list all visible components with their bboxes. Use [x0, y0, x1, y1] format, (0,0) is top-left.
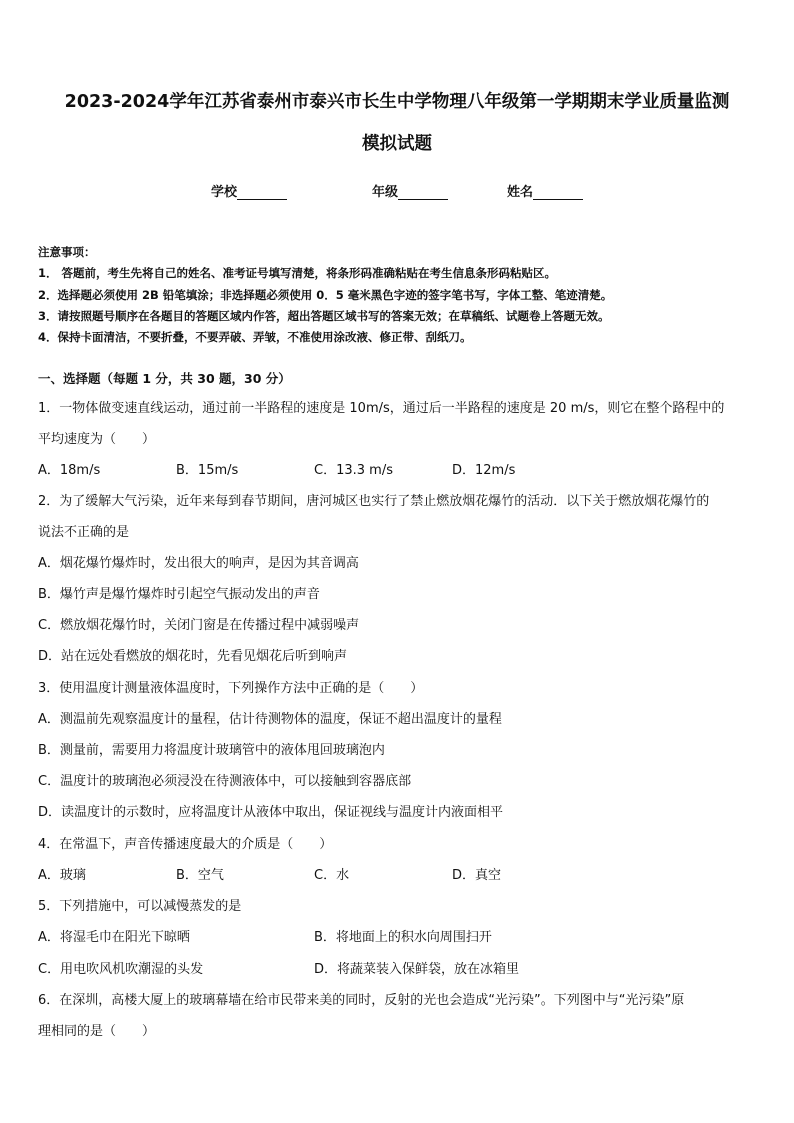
name-blank: [533, 187, 583, 200]
question-5-option-b: B．将地面上的积水向周围扫开: [314, 930, 492, 945]
note-item: 1． 答题前，考生先将自己的姓名、准考证号填写清楚，将条形码准确粘贴在考生信息条形码粘贴区。: [38, 266, 556, 280]
question-4-stem: 4．在常温下，声音传播速度最大的介质是（ ）: [38, 837, 333, 852]
question-3-option-c: C．温度计的玻璃泡必须浸没在待测液体中，可以接触到容器底部: [38, 774, 412, 789]
question-3-option-b: B．测量前，需要用力将温度计玻璃管中的液体甩回玻璃泡内: [38, 743, 385, 758]
note-item: 2．选择题必须使用 2B 铅笔填涂；非选择题必须使用 0．5 毫米黑色字迹的签字笔书写，字体工整、笔迹清楚。: [38, 288, 613, 302]
notes-heading: 注意事项：: [38, 245, 96, 259]
question-2-option-b: B．爆竹声是爆竹爆炸时引起空气振动发出的声音: [38, 587, 320, 602]
question-1-option-c: C．13.3 m/s: [314, 463, 393, 478]
note-item: 4．保持卡面清洁，不要折叠，不要弄破、弄皱，不准使用涂改液、修正带、刮纸刀。: [38, 330, 472, 344]
question-4-option-a: A．玻璃: [38, 868, 86, 883]
school-label: 学校: [211, 185, 238, 200]
question-1-option-b: B．15m/s: [176, 463, 239, 478]
question-2-stem-cont: 说法不正确的是: [38, 525, 130, 540]
question-2-option-d: D．站在远处看燃放的烟花时，先看见烟花后听到响声: [38, 649, 348, 664]
grade-blank: [398, 187, 448, 200]
question-1-stem: 1．一物体做变速直线运动，通过前一半路程的速度是 10m/s，通过后一半路程的速度是 20 m/s，则它在整个路程中的: [38, 401, 725, 416]
grade-label: 年级: [372, 185, 399, 200]
question-2-option-c: C．燃放烟花爆竹时，关闭门窗是在传播过程中减弱噪声: [38, 618, 360, 633]
question-5-option-c: C．用电吹风机吹潮湿的头发: [38, 962, 204, 977]
section-heading: 一、选择题（每题 1 分，共 30 题，30 分）: [38, 371, 291, 386]
question-5-option-d: D．将蔬菜装入保鲜袋，放在冰箱里: [314, 962, 520, 977]
name-field: [507, 181, 583, 200]
question-2-option-a: A．烟花爆竹爆炸时，发出很大的响声，是因为其音调高: [38, 556, 359, 571]
question-6-stem: 6．在深圳，高楼大厦上的玻璃幕墙在给市民带来美的同时，反射的光也会造成“光污染”。下列图中与“光污染”原: [38, 993, 685, 1008]
question-3-option-a: A．测温前先观察温度计的量程，估计待测物体的温度，保证不超出温度计的量程: [38, 712, 502, 727]
question-4-option-d: D．真空: [452, 868, 502, 883]
question-1-stem-cont: 平均速度为（ ）: [38, 432, 156, 447]
exam-title-line2: 模拟试题: [362, 134, 432, 154]
question-3-option-d: D．读温度计的示数时，应将温度计从液体中取出，保证视线与温度计内液面相平: [38, 805, 504, 820]
question-5-stem: 5．下列措施中，可以减慢蒸发的是: [38, 899, 242, 914]
grade-field: [372, 181, 448, 200]
school-field: [211, 181, 287, 200]
question-1-option-d: D．12m/s: [452, 463, 516, 478]
question-4-option-c: C．水: [314, 868, 350, 883]
question-4-option-b: B．空气: [176, 868, 224, 883]
question-2-stem: 2．为了缓解大气污染，近年来每到春节期间，唐河城区也实行了禁止燃放烟花爆竹的活动．以下关于燃放烟花爆竹的: [38, 494, 710, 509]
question-6-stem-cont: 理相同的是（ ）: [38, 1024, 156, 1039]
note-item: 3．请按照题号顺序在各题目的答题区域内作答，超出答题区域书写的答案无效；在草稿纸、试题卷上答题无效。: [38, 309, 610, 323]
question-5-option-a: A．将湿毛巾在阳光下晾晒: [38, 930, 190, 945]
school-blank: [237, 187, 287, 200]
question-3-stem: 3．使用温度计测量液体温度时，下列操作方法中正确的是（ ）: [38, 681, 424, 696]
name-label: 姓名: [507, 185, 534, 200]
exam-title-line1: 2023-2024学年江苏省泰州市泰兴市长生中学物理八年级第一学期期末学业质量监测: [64, 92, 730, 112]
question-1-option-a: A．18m/s: [38, 463, 101, 478]
